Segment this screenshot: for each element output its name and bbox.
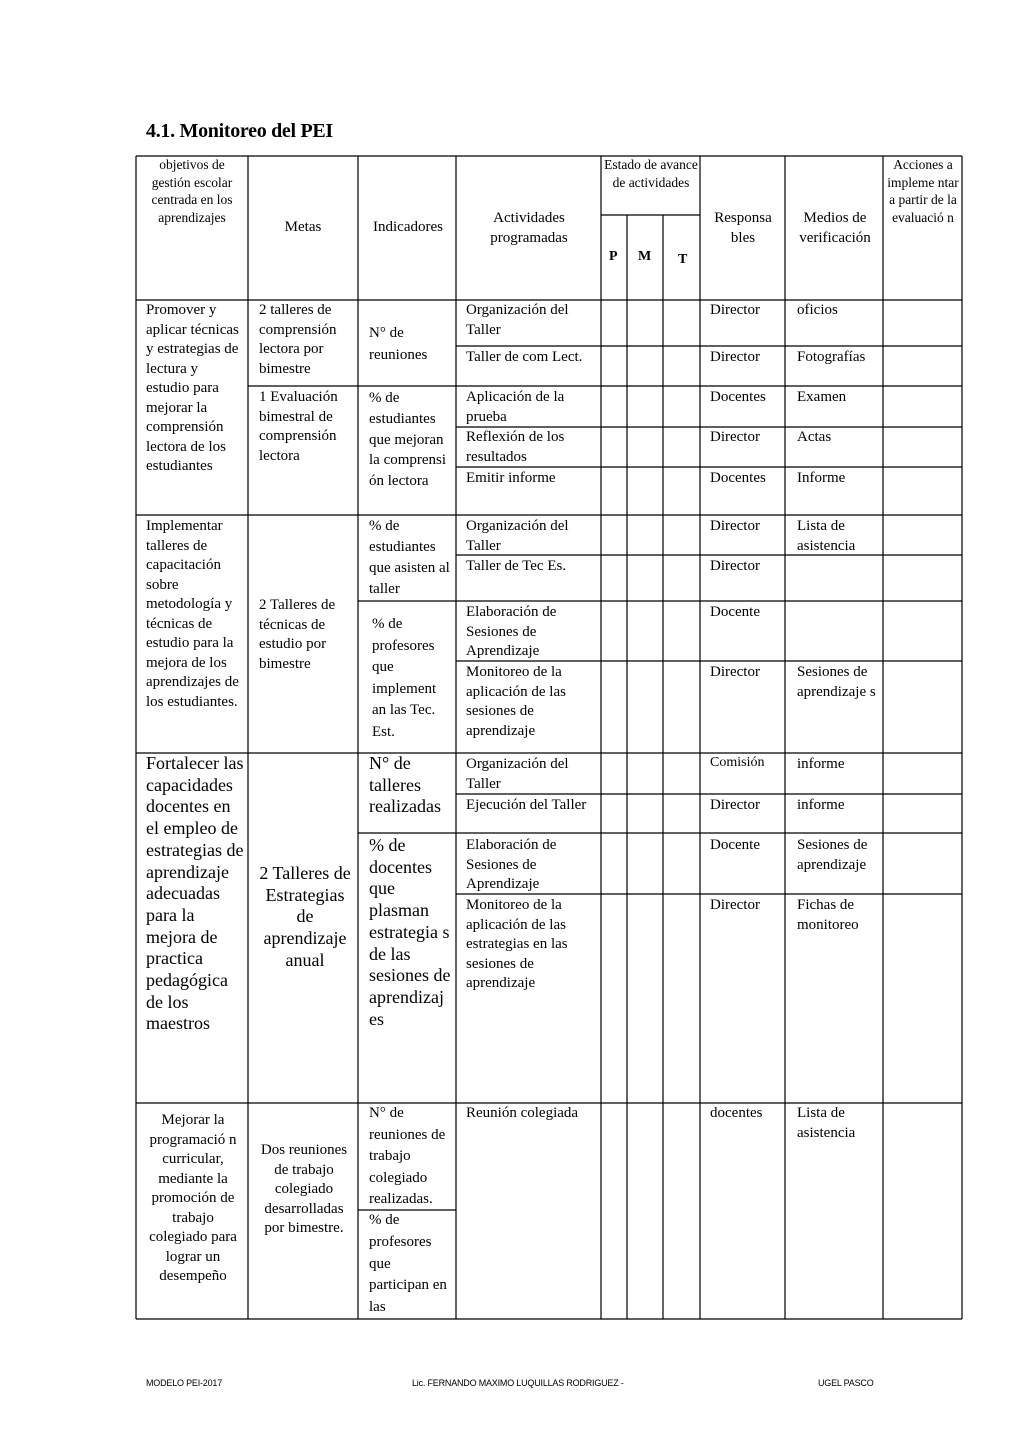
header-objetivos: objetivos de gestión escolar centrada en los aprendizajes <box>151 157 233 225</box>
r3-objetivo: Fortalecer las capacidades docentes en el empleo de estrategias de aprendizaje adecuadas para la mejora de practica pedagógica de los maestros <box>146 753 244 1034</box>
r1-medio-4: Actas <box>797 429 832 445</box>
r1-actividad-3: Aplicación de la prueba <box>466 389 565 425</box>
r3-indicador-2: % de docentes que plasman estrategia s de las sesiones de aprendizaj es <box>369 835 451 1029</box>
r3-actividad-1: Organización del Taller <box>466 756 569 792</box>
header-estado-avance: Estado de avance de actividades <box>604 157 698 190</box>
r3-medio-3: Sesiones de aprendizaje <box>797 837 868 873</box>
header-responsables: Responsa bles <box>714 210 772 246</box>
r3-actividad-4: Monitoreo de la aplicación de las estrategias en las sesiones de aprendizaje <box>466 897 568 991</box>
header-acciones: Acciones a impleme ntar a partir de la evaluació n <box>887 157 959 225</box>
r1-meta-2: 1 Evaluación bimestral de comprensión lectora <box>259 389 338 464</box>
r4-medio-1: Lista de asistencia <box>797 1105 856 1141</box>
r3-responsable-1: Comisión <box>710 755 765 770</box>
r2-actividad-4: Monitoreo de la aplicación de las sesiones de aprendizaje <box>466 664 566 739</box>
header-actividades: Actividades programadas <box>490 210 568 246</box>
r4-meta: Dos reuniones de trabajo colegiado desarrolladas por bimestre. <box>260 1142 348 1236</box>
r2-medio-4: Sesiones de aprendizaje s <box>797 664 876 700</box>
r1-medio-2: Fotografías <box>797 349 866 365</box>
r3-medio-2: informe <box>797 797 845 813</box>
r2-responsable-3: Docente <box>710 604 760 620</box>
r2-objetivo: Implementar talleres de capacitación sobre metodología y técnicas de estudio para la mejora de los aprendizajes de los estudiantes. <box>146 518 239 710</box>
r1-responsable-1: Director <box>710 302 760 318</box>
r1-responsable-5: Docentes <box>710 470 766 486</box>
r4-objetivo: Mejorar la programació n curricular, mediante la promoción de trabajo colegiado para lograr un desempeño <box>149 1112 237 1284</box>
r4-indicador-1: N° de reuniones de trabajo colegiado realizadas. <box>369 1105 446 1207</box>
footer-left: MODELO PEI-2017 <box>146 1378 223 1388</box>
r1-meta-1: 2 talleres de comprensión lectora por bimestre <box>259 302 337 377</box>
r1-indicador-1: N° de reuniones <box>369 325 428 363</box>
r1-responsable-4: Director <box>710 429 760 445</box>
r3-actividad-3: Elaboración de Sesiones de Aprendizaje <box>466 837 557 892</box>
r2-actividad-1: Organización del Taller <box>466 518 569 554</box>
footer-right: UGEL PASCO <box>818 1378 874 1388</box>
header-t: T <box>678 252 688 267</box>
r2-actividad-2: Taller de Tec Es. <box>466 558 567 574</box>
r2-responsable-2: Director <box>710 558 760 574</box>
r1-objetivo: Promover y aplicar técnicas y estrategias de lectura y estudio para mejorar la comprensión lectora de los estudiantes <box>146 302 239 474</box>
r2-meta: 2 Talleres de técnicas de estudio por bimestre <box>259 597 336 672</box>
r3-medio-1: informe <box>797 756 845 772</box>
r2-responsable-4: Director <box>710 664 760 680</box>
r1-medio-1: oficios <box>797 302 838 318</box>
r4-actividad-1: Reunión colegiada <box>466 1105 579 1121</box>
header-medios: Medios de verificación <box>799 210 871 246</box>
r3-actividad-2: Ejecución del Taller <box>466 797 587 813</box>
footer-center: Lic. FERNANDO MAXIMO LUQUILLAS RODRIGUEZ - <box>412 1378 624 1388</box>
r2-responsable-1: Director <box>710 518 760 534</box>
r4-responsable-1: docentes <box>710 1105 763 1121</box>
r3-responsable-4: Director <box>710 897 760 913</box>
r1-actividad-5: Emitir informe <box>466 470 556 486</box>
header-indicadores: Indicadores <box>373 219 443 235</box>
r1-medio-5: Informe <box>797 470 846 486</box>
header-p: P <box>609 249 618 264</box>
r2-medio-1: Lista de asistencia <box>797 518 856 554</box>
r1-responsable-3: Docentes <box>710 389 766 405</box>
r1-responsable-2: Director <box>710 349 760 365</box>
r1-indicador-2: % de estudiantes que mejoran la comprensi ón lectora <box>369 390 447 490</box>
page-title: 4.1. Monitoreo del PEI <box>146 120 333 142</box>
r3-meta: 2 Talleres de Estrategias de aprendizaje anual <box>259 863 351 970</box>
header-metas: Metas <box>284 219 322 235</box>
r3-indicador-1: N° de talleres realizadas <box>369 753 441 817</box>
r1-actividad-1: Organización del Taller <box>466 302 569 338</box>
r2-indicador-1: % de estudiantes que asisten al taller <box>369 518 450 597</box>
r4-indicador-2: % de profesores que participan en las <box>369 1212 447 1316</box>
header-m: M <box>638 249 652 264</box>
r2-indicador-2: % de profesores que implement an las Tec. Est. <box>372 616 437 740</box>
r1-actividad-4: Reflexión de los resultados <box>466 429 565 465</box>
r3-medio-4: Fichas de monitoreo <box>797 897 859 933</box>
r1-actividad-2: Taller de com Lect. <box>466 349 583 365</box>
r1-medio-3: Examen <box>797 389 847 405</box>
r3-responsable-2: Director <box>710 797 760 813</box>
r3-responsable-3: Docente <box>710 837 760 853</box>
r2-actividad-3: Elaboración de Sesiones de Aprendizaje <box>466 604 557 659</box>
